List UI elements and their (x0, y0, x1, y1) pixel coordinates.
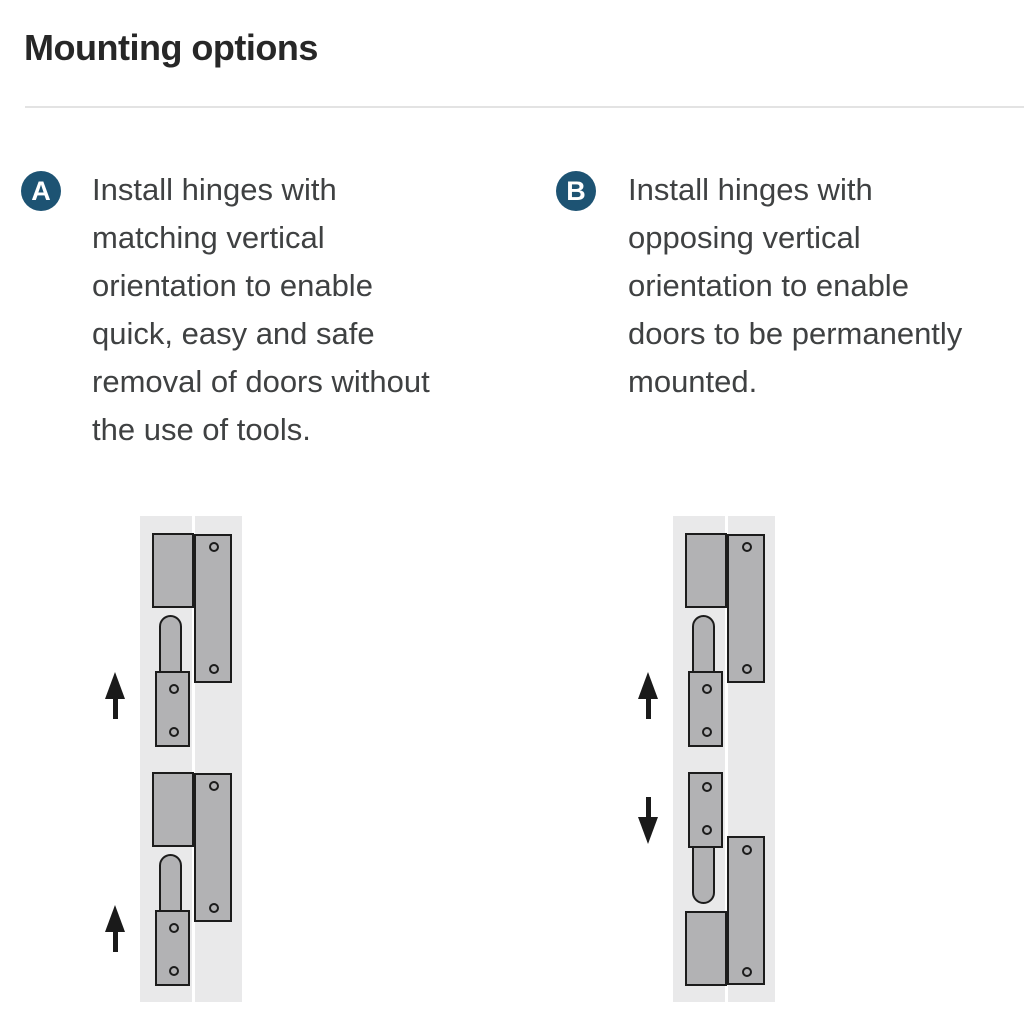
option-a-text (92, 166, 512, 454)
hinge-frame-plate (194, 534, 232, 683)
option-b-diagram (633, 516, 775, 1002)
text-line: quick, easy and safe (92, 316, 375, 351)
hinge-unit-up (152, 772, 232, 986)
screw-hole-icon (742, 967, 752, 977)
screw-hole-icon (169, 727, 179, 737)
screw-hole-icon (702, 727, 712, 737)
screw-hole-icon (702, 825, 712, 835)
screw-hole-icon (742, 664, 752, 674)
option-a-diagram (100, 516, 242, 1002)
text-line: the use of tools. (92, 412, 311, 447)
hinge-frame-plate (727, 836, 765, 985)
hinge-door-wing (152, 772, 194, 847)
hinge-knuckle-block (688, 772, 723, 848)
hinge-knuckle-block (155, 671, 190, 747)
text-line: matching vertical (92, 220, 325, 255)
screw-hole-icon (209, 903, 219, 913)
hinge-frame-plate (194, 773, 232, 922)
up-arrow-icon (105, 905, 125, 952)
option-b-text (628, 166, 1018, 406)
text-line: doors to be permanently (628, 316, 963, 351)
text-line: orientation to enable (92, 268, 373, 303)
text-line: mounted. (628, 364, 758, 399)
screw-hole-icon (742, 542, 752, 552)
screw-hole-icon (742, 845, 752, 855)
text-line: Install hinges with (628, 172, 873, 207)
screw-hole-icon (702, 782, 712, 792)
screw-hole-icon (209, 664, 219, 674)
hinge-door-wing (685, 911, 727, 986)
up-arrow-icon (105, 672, 125, 719)
screw-hole-icon (209, 542, 219, 552)
text-line: orientation to enable (628, 268, 909, 303)
hinge-door-wing (685, 533, 727, 608)
hinge-unit-up (152, 533, 232, 747)
hinge-frame-plate (727, 534, 765, 683)
screw-hole-icon (169, 684, 179, 694)
hinge-unit-down (685, 772, 765, 986)
page-title: Mounting options (24, 27, 318, 68)
hinge-knuckle-block (155, 910, 190, 986)
text-line: opposing vertical (628, 220, 861, 255)
hinge-unit-up (685, 533, 765, 747)
screw-hole-icon (169, 923, 179, 933)
text-line: Install hinges with (92, 172, 337, 207)
down-arrow-icon (638, 797, 658, 844)
option-a-badge: A (21, 171, 61, 211)
hinge-door-wing (152, 533, 194, 608)
option-b-badge: B (556, 171, 596, 211)
screw-hole-icon (702, 684, 712, 694)
divider (25, 106, 1024, 108)
text-line: removal of doors without (92, 364, 430, 399)
screw-hole-icon (169, 966, 179, 976)
up-arrow-icon (638, 672, 658, 719)
hinge-knuckle-block (688, 671, 723, 747)
screw-hole-icon (209, 781, 219, 791)
